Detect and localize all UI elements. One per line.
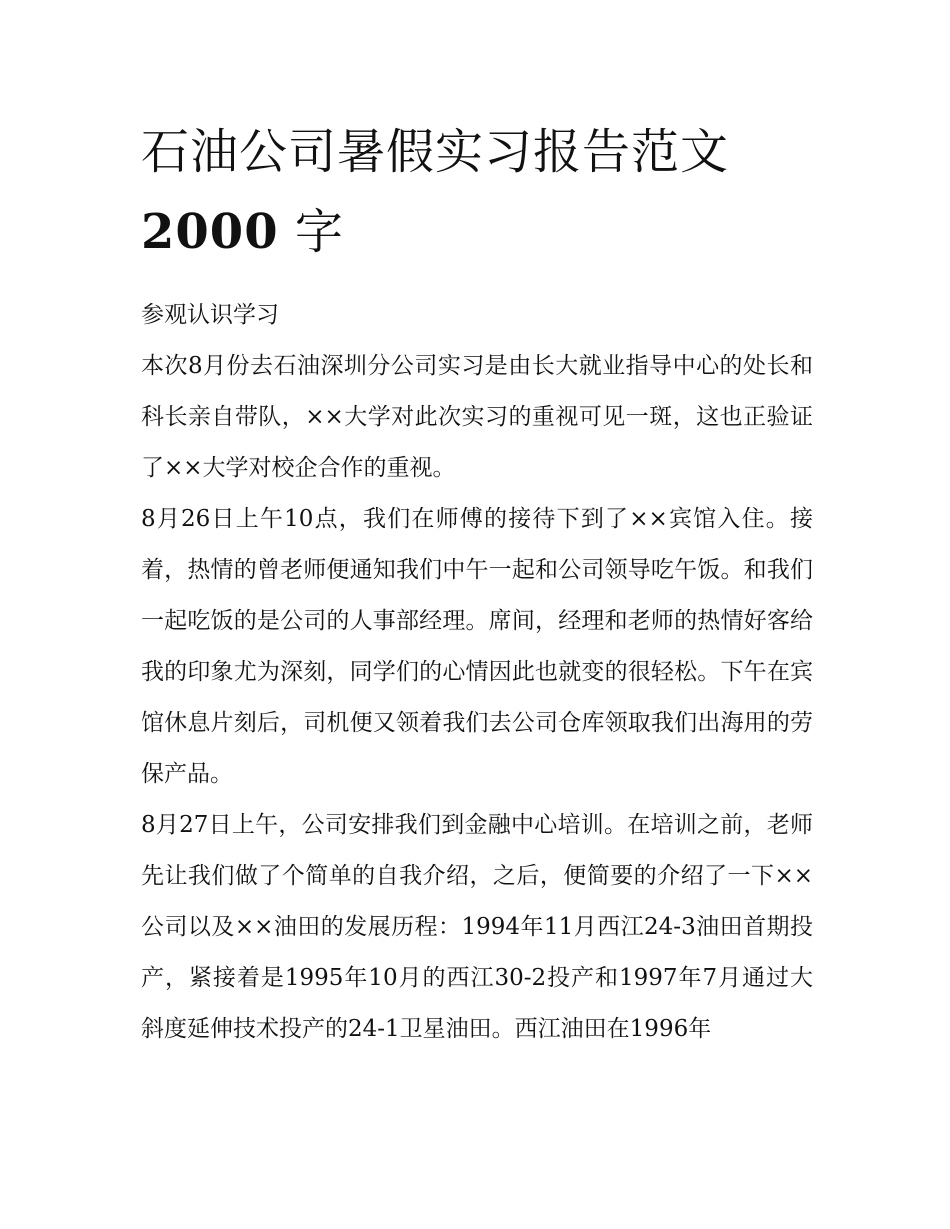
paragraph-3: 8月27日上午，公司安排我们到金融中心培训。在培训之前，老师先让我们做了个简单的自我介绍，之后，便简要的介绍了一下××公司以及××油田的发展历程：1994年11月西江24-3油田首期投产，紧接着是1995年10月的西江30-2投产和1997年7月通过大斜度延伸技术投产的24-1卫星油田。西江油田在1996年: [141, 812, 813, 1042]
title-number: 2000: [141, 204, 279, 260]
document-body: [141, 290, 813, 1055]
title-line-1: 石油公司暑假实习报告范文: [141, 124, 730, 180]
title-suffix: 字: [278, 204, 344, 260]
paragraph-1: 本次8月份去石油深圳分公司实习是由长大就业指导中心的处长和科长亲自带队，××大学对此次实习的重视可见一斑，这也正验证了××大学对校企合作的重视。: [141, 353, 813, 481]
paragraph-2: 8月26日上午10点，我们在师傅的接待下到了××宾馆入住。接着，热情的曾老师便通知我们中午一起和公司领导吃午饭。和我们一起吃饭的是公司的人事部经理。席间，经理和老师的热情好客给我的印象尤为深刻，同学们的心情因此也就变的很轻松。下午在宾馆休息片刻后，司机便又领着我们去公司仓库领取我们出海用的劳保产品。: [141, 506, 813, 787]
title-line-2: [141, 192, 813, 272]
document-title: [141, 112, 813, 272]
document-content: [141, 112, 813, 1055]
section-heading: 参观认识学习: [141, 302, 279, 328]
